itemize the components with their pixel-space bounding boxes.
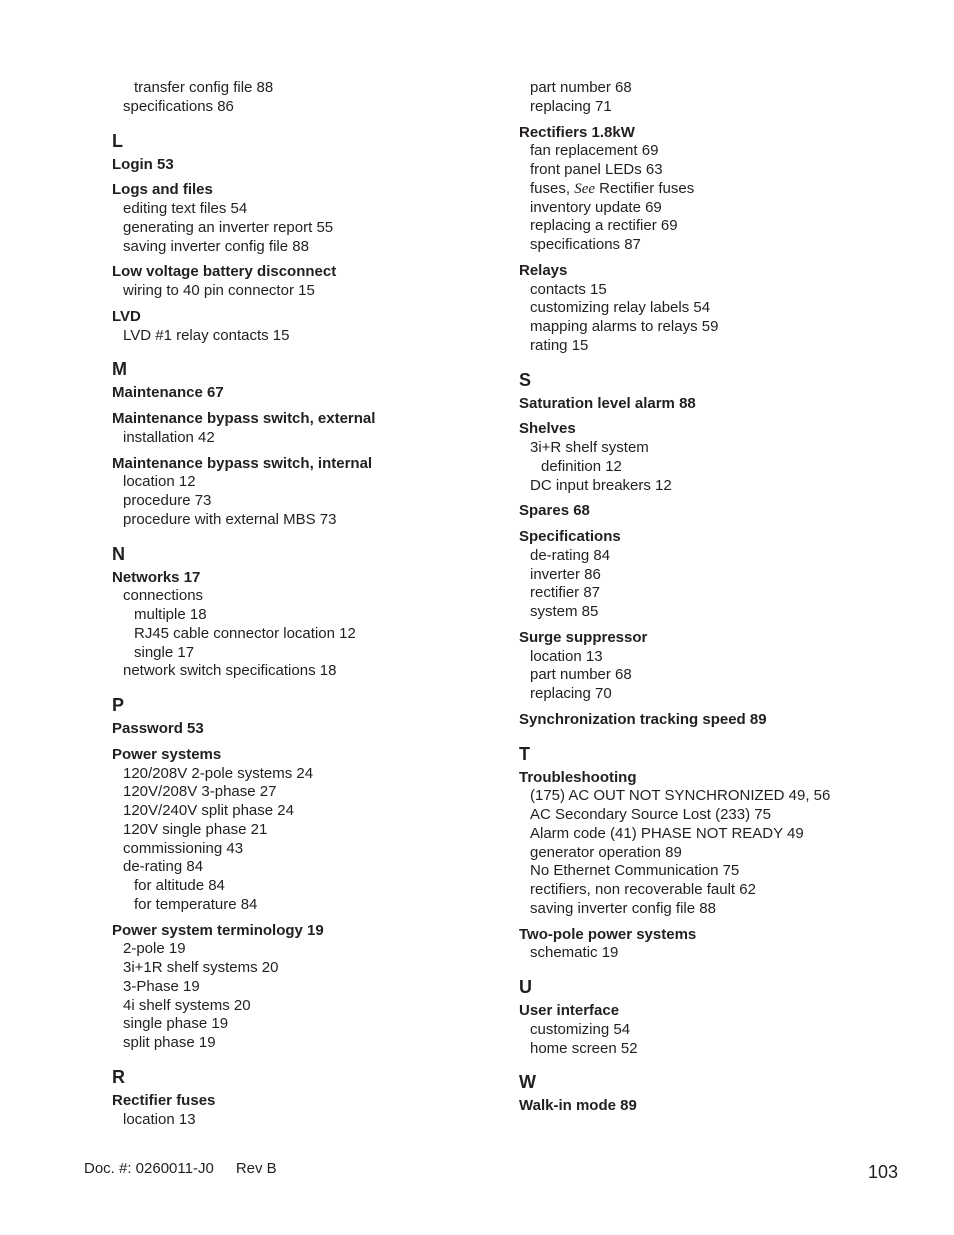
index-subentry: definition 12 <box>541 457 622 475</box>
index-entry: Saturation level alarm 88 <box>519 394 696 412</box>
index-subentry: customizing 54 <box>530 1020 631 1038</box>
index-subentry: home screen 52 <box>530 1039 638 1057</box>
index-letter-heading: W <box>519 1072 536 1093</box>
index-subentry: 120V/208V 3-phase 27 <box>123 783 277 801</box>
index-subentry: de-rating 84 <box>530 546 611 564</box>
index-entry: Low voltage battery disconnect <box>112 263 337 281</box>
index-subentry: RJ45 cable connector location 12 <box>134 624 356 642</box>
index-entry: Power system terminology 19 <box>112 921 324 939</box>
index-subentry: rating 15 <box>530 336 589 354</box>
doc-revision: Rev B <box>235 1160 277 1177</box>
index-column-right <box>519 79 919 1116</box>
index-subentry: schematic 19 <box>530 944 619 962</box>
index-subentry: DC input breakers 12 <box>530 476 672 494</box>
index-subentry: AC Secondary Source Lost (233) 75 <box>530 806 771 823</box>
index-subentry <box>519 180 919 199</box>
index-entry: Relays <box>519 261 568 279</box>
index-subentry: generator operation 89 <box>530 843 682 861</box>
index-subentry: specifications 86 <box>123 97 234 115</box>
index-letter-heading: U <box>519 977 532 997</box>
index-subentry: No Ethernet Communication 75 <box>530 862 740 880</box>
index-subentry: transfer config file 88 <box>134 79 274 96</box>
index-entry: Spares 68 <box>519 502 590 520</box>
index-subentry: rectifier 87 <box>530 584 601 602</box>
index-entry: Rectifier fuses <box>112 1091 216 1109</box>
index-entry: Logs and files <box>112 181 213 199</box>
index-entry: Shelves <box>519 420 576 438</box>
index-subentry: 4i shelf systems 20 <box>123 996 251 1014</box>
index-subentry: mapping alarms to relays 59 <box>530 318 719 335</box>
index-subentry: front panel LEDs 63 <box>530 161 663 178</box>
index-subentry: inverter 86 <box>530 565 601 583</box>
index-subentry: split phase 19 <box>123 1034 216 1051</box>
index-subentry: 3-Phase 19 <box>123 977 200 995</box>
index-subentry: fan replacement 69 <box>530 142 659 160</box>
index-subentry: for temperature 84 <box>134 895 258 913</box>
index-subentry: connections <box>123 587 204 605</box>
index-subentry: Alarm code (41) PHASE NOT READY 49 <box>530 824 804 842</box>
index-subentry: (175) AC OUT NOT SYNCHRONIZED 49, 56 <box>530 787 831 805</box>
index-subentry: replacing 70 <box>530 685 612 702</box>
index-subentry: saving inverter config file 88 <box>123 237 309 255</box>
footer-doc-info <box>84 1160 277 1177</box>
index-subentry: saving inverter config file 88 <box>530 899 716 917</box>
index-subentry: LVD #1 relay contacts 15 <box>123 326 290 344</box>
subentry-text: fuses, <box>530 179 575 197</box>
index-subentry: 3i+R shelf system <box>530 439 649 456</box>
index-entry: Maintenance bypass switch, external <box>112 410 376 427</box>
index-subentry: replacing a rectifier 69 <box>530 217 678 235</box>
index-letter-heading: M <box>112 359 127 380</box>
index-subentry: location 13 <box>123 1110 196 1128</box>
index-entry: Rectifiers 1.8kW <box>519 123 635 141</box>
index-subentry: wiring to 40 pin connector 15 <box>123 282 315 299</box>
index-subentry: part number 68 <box>530 666 632 684</box>
index-subentry: single phase 19 <box>123 1015 229 1033</box>
index-subentry: location 13 <box>530 647 603 665</box>
index-entry: LVD <box>112 307 141 325</box>
index-subentry: 120/208V 2-pole systems 24 <box>123 764 314 782</box>
page-number: 103 <box>867 1162 898 1182</box>
index-subentry: 2-pole 19 <box>123 940 186 958</box>
index-column-left <box>112 79 512 1129</box>
index-entry: Walk-in mode 89 <box>519 1097 637 1115</box>
index-entry: Two-pole power systems <box>519 925 697 943</box>
index-entry: Login 53 <box>112 155 174 173</box>
index-entry: Maintenance bypass switch, internal <box>112 454 373 472</box>
index-entry: Surge suppressor <box>519 628 648 646</box>
index-subentry: replacing 71 <box>530 97 612 115</box>
index-subentry: 120V/240V split phase 24 <box>123 802 294 819</box>
index-subentry: location 12 <box>123 473 196 491</box>
index-letter-heading: S <box>519 369 532 390</box>
see-reference: See <box>574 180 596 197</box>
index-subentry: multiple 18 <box>134 606 207 623</box>
index-subentry: for altitude 84 <box>134 877 225 894</box>
index-subentry: inventory update 69 <box>530 198 662 216</box>
index-letter-heading: N <box>112 543 125 564</box>
index-subentry: commissioning 43 <box>123 839 244 857</box>
index-entry: Troubleshooting <box>519 768 637 786</box>
index-entry: Power systems <box>112 745 222 763</box>
index-subentry: customizing relay labels 54 <box>530 299 711 317</box>
index-subentry: single 17 <box>134 643 195 661</box>
index-subentry: generating an inverter report 55 <box>123 218 334 236</box>
index-entry: Password 53 <box>112 720 204 737</box>
index-subentry: rectifiers, non recoverable fault 62 <box>530 881 756 898</box>
index-subentry: system 85 <box>530 603 599 620</box>
index-subentry: contacts 15 <box>530 280 607 298</box>
index-entry: Maintenance 67 <box>112 384 224 402</box>
index-subentry: procedure with external MBS 73 <box>123 510 337 528</box>
index-subentry: editing text files 54 <box>123 200 248 217</box>
index-subentry: network switch specifications 18 <box>123 662 337 680</box>
subentry-text: Rectifier fuses <box>595 179 695 197</box>
index-entry: User interface <box>519 1002 620 1019</box>
index-letter-heading: L <box>112 130 123 151</box>
index-subentry: 3i+1R shelf systems 20 <box>123 959 279 976</box>
index-subentry: de-rating 84 <box>123 858 204 876</box>
index-entry: Networks 17 <box>112 568 201 586</box>
index-subentry: part number 68 <box>530 79 632 96</box>
index-entry: Synchronization tracking speed 89 <box>519 710 767 728</box>
index-entry: Specifications <box>519 528 621 545</box>
index-subentry: procedure 73 <box>123 492 212 509</box>
index-subentry: 120V single phase 21 <box>123 820 268 838</box>
index-letter-heading: T <box>519 743 530 764</box>
index-subentry: installation 42 <box>123 428 215 446</box>
index-subentry: specifications 87 <box>530 236 641 253</box>
index-letter-heading: R <box>112 1066 125 1087</box>
index-letter-heading: P <box>112 695 125 715</box>
doc-number: Doc. #: 0260011-J0 <box>84 1160 214 1177</box>
